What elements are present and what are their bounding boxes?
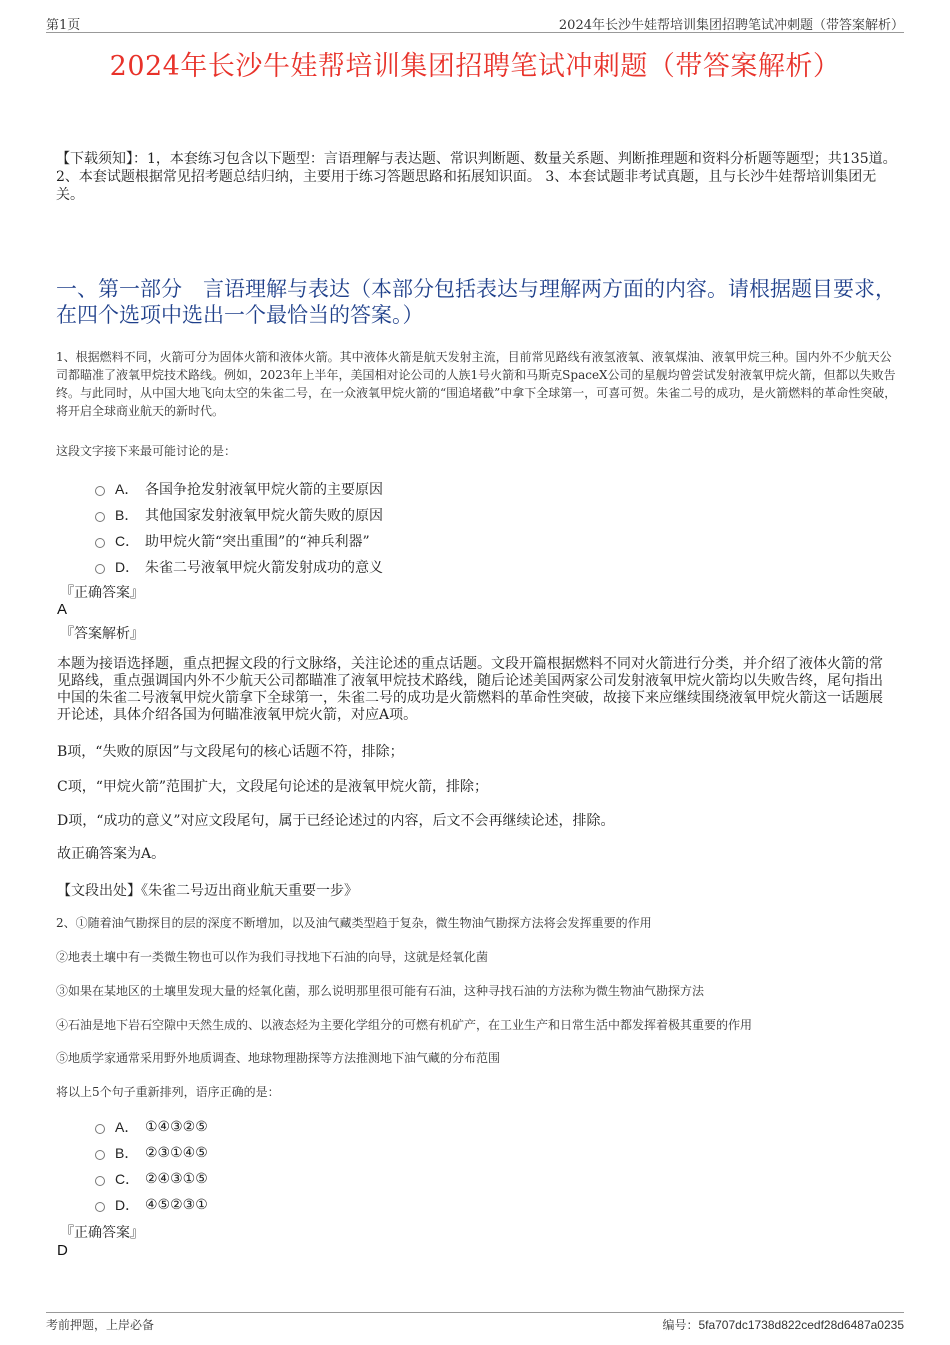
- source-citation: 【文段出处】《朱雀二号迈出商业航天重要一步》: [57, 883, 358, 899]
- analysis-paragraph: 本题为接语选择题，重点把握文段的行文脉络，关注论述的重点话题。文段开篇根据燃料不同对火箭进行分类，并介绍了液体火箭的常见路线，重点强调国内外不少航天公司都瞄准了液氧甲烷技术路线，随后论述美国两家公司发射液氧甲烷火箭均以失败告终，尾句指出中国的朱雀二号液氧甲烷火箭拿下全球第一，朱雀二号的成功是火箭燃料的革命性突破，故接下来应继续围绕液氧甲烷火箭这一话题展开论述，具体介绍各国为何瞄准液氧甲烷火箭，对应A项。: [57, 656, 883, 723]
- question-1-text: 1、根据燃料不同，火箭可分为固体火箭和液体火箭。其中液体火箭是航天发射主流，目前常见路线有液氢液氧、液氧煤油、液氧甲烷三种。国内外不少航天公司都瞄准了液氧甲烷技术路线。例如，2023年上半年，美国相对论公司的人族1号火箭和马斯克SpaceX公司的星舰均曾尝试发射液氧甲烷火箭，但都以失败告终。与此同时，从中国大地飞向太空的朱雀二号，在一众液氧甲烷火箭的“围追堵截”中拿下全球第一，可喜可贺。朱雀二号的成功，是火箭燃料的革命性突破，将开启全球商业航天的新时代。: [56, 350, 897, 418]
- radio-icon[interactable]: [95, 512, 105, 522]
- footer-code-value: 5fa707dc1738d822cedf28d6487a0235: [698, 1318, 904, 1332]
- answer-label: 『正确答案』: [60, 585, 144, 601]
- section-heading: 一、第一部分 言语理解与表达（本部分包括表达与理解两方面的内容。请根据题目要求，在四个选项中选出一个最恰当的答案。）: [56, 277, 896, 327]
- radio-icon[interactable]: [95, 564, 105, 574]
- option-text: 朱雀二号液氧甲烷火箭发射成功的意义: [145, 560, 383, 576]
- option-b[interactable]: B． ②③①④⑤: [95, 1140, 895, 1166]
- question-2-sentence: ②地表土壤中有一类微生物也可以作为我们寻找地下石油的向导，这就是烃氧化菌: [56, 950, 489, 964]
- option-text: ④⑤②③①: [145, 1197, 208, 1213]
- footer-divider: [46, 1312, 904, 1313]
- footer-code-label: 编号：: [662, 1318, 699, 1332]
- radio-icon[interactable]: [95, 538, 105, 548]
- answer-value: D: [57, 1242, 68, 1259]
- option-text: 各国争抢发射液氧甲烷火箭的主要原因: [145, 482, 383, 498]
- header-doc-title: 2024年长沙牛娃帮培训集团招聘笔试冲刺题（带答案解析）: [558, 18, 904, 33]
- analysis-paragraph: B项，“失败的原因”与文段尾句的核心话题不符，排除；: [57, 744, 404, 760]
- answer-value: A: [57, 601, 68, 618]
- question-2-sentence: ③如果在某地区的土壤里发现大量的烃氧化菌，那么说明那里很可能有石油，这种寻找石油的方法称为微生物油气勘探方法: [56, 984, 705, 998]
- option-a[interactable]: A． ①④③②⑤: [95, 1114, 895, 1140]
- analysis-paragraph: 故正确答案为A。: [57, 846, 166, 862]
- question-2-sentence: ④石油是地下岩石空隙中天然生成的、以液态烃为主要化学组分的可燃有机矿产，在工业生产和日常生活中都发挥着极其重要的作用: [56, 1018, 753, 1032]
- question-2-lead: 将以上5个句子重新排列，语序正确的是：: [56, 1085, 280, 1099]
- radio-icon[interactable]: [95, 1124, 105, 1134]
- option-c[interactable]: C． ②④③①⑤: [95, 1166, 895, 1192]
- option-text: 其他国家发射液氧甲烷火箭失败的原因: [145, 508, 383, 524]
- option-d[interactable]: D． ④⑤②③①: [95, 1192, 895, 1218]
- analysis-paragraph: D项，“成功的意义”对应文段尾句，属于已经论述过的内容，后文不会再继续论述，排除。: [57, 813, 615, 829]
- page-header: [46, 14, 904, 33]
- radio-icon[interactable]: [95, 1150, 105, 1160]
- option-b[interactable]: B． 其他国家发射液氧甲烷火箭失败的原因: [95, 502, 895, 528]
- option-text: ②④③①⑤: [145, 1171, 208, 1187]
- option-c[interactable]: C． 助甲烷火箭“突出重围”的“神兵利器”: [95, 528, 895, 554]
- page-number: 第1页: [46, 18, 81, 33]
- option-d[interactable]: D． 朱雀二号液氧甲烷火箭发射成功的意义: [95, 554, 895, 580]
- question-1-lead: 这段文字接下来最可能讨论的是：: [56, 444, 237, 458]
- analysis-paragraph: C项，“甲烷火箭”范围扩大，文段尾句论述的是液氧甲烷火箭，排除；: [57, 779, 489, 795]
- footer-code: [662, 1316, 904, 1333]
- option-text: 助甲烷火箭“突出重围”的“神兵利器”: [145, 534, 370, 550]
- question-1-options: [95, 476, 895, 580]
- download-notice: 【下载须知】：1，本套练习包含以下题型：言语理解与表达题、常识判断题、数量关系题、判断推理题和资料分析题等题型；共135道。 2、本套试题根据常见招考题总结归纳，主要用于练习答题思路和拓展知识面。 3、本套试题非考试真题，且与长沙牛娃帮培训集团无关。: [56, 151, 897, 203]
- option-a[interactable]: A． 各国争抢发射液氧甲烷火箭的主要原因: [95, 476, 895, 502]
- radio-icon[interactable]: [95, 486, 105, 496]
- option-text: ②③①④⑤: [145, 1145, 208, 1161]
- question-2-sentence: ⑤地质学家通常采用野外地质调查、地球物理勘探等方法推测地下油气藏的分布范围: [56, 1051, 501, 1065]
- option-text: ①④③②⑤: [145, 1119, 208, 1135]
- question-2-options: [95, 1114, 895, 1218]
- question-2-sentence: 2、①随着油气勘探目的层的深度不断增加，以及油气藏类型趋于复杂，微生物油气勘探方法将会发挥重要的作用: [56, 916, 652, 930]
- radio-icon[interactable]: [95, 1202, 105, 1212]
- answer-label: 『正确答案』: [60, 1225, 144, 1241]
- footer-slogan: 考前押题，上岸必备: [46, 1318, 155, 1332]
- analysis-label: 『答案解析』: [60, 626, 144, 642]
- document-title: 2024年长沙牛娃帮培训集团招聘笔试冲刺题（带答案解析）: [109, 51, 841, 82]
- radio-icon[interactable]: [95, 1176, 105, 1186]
